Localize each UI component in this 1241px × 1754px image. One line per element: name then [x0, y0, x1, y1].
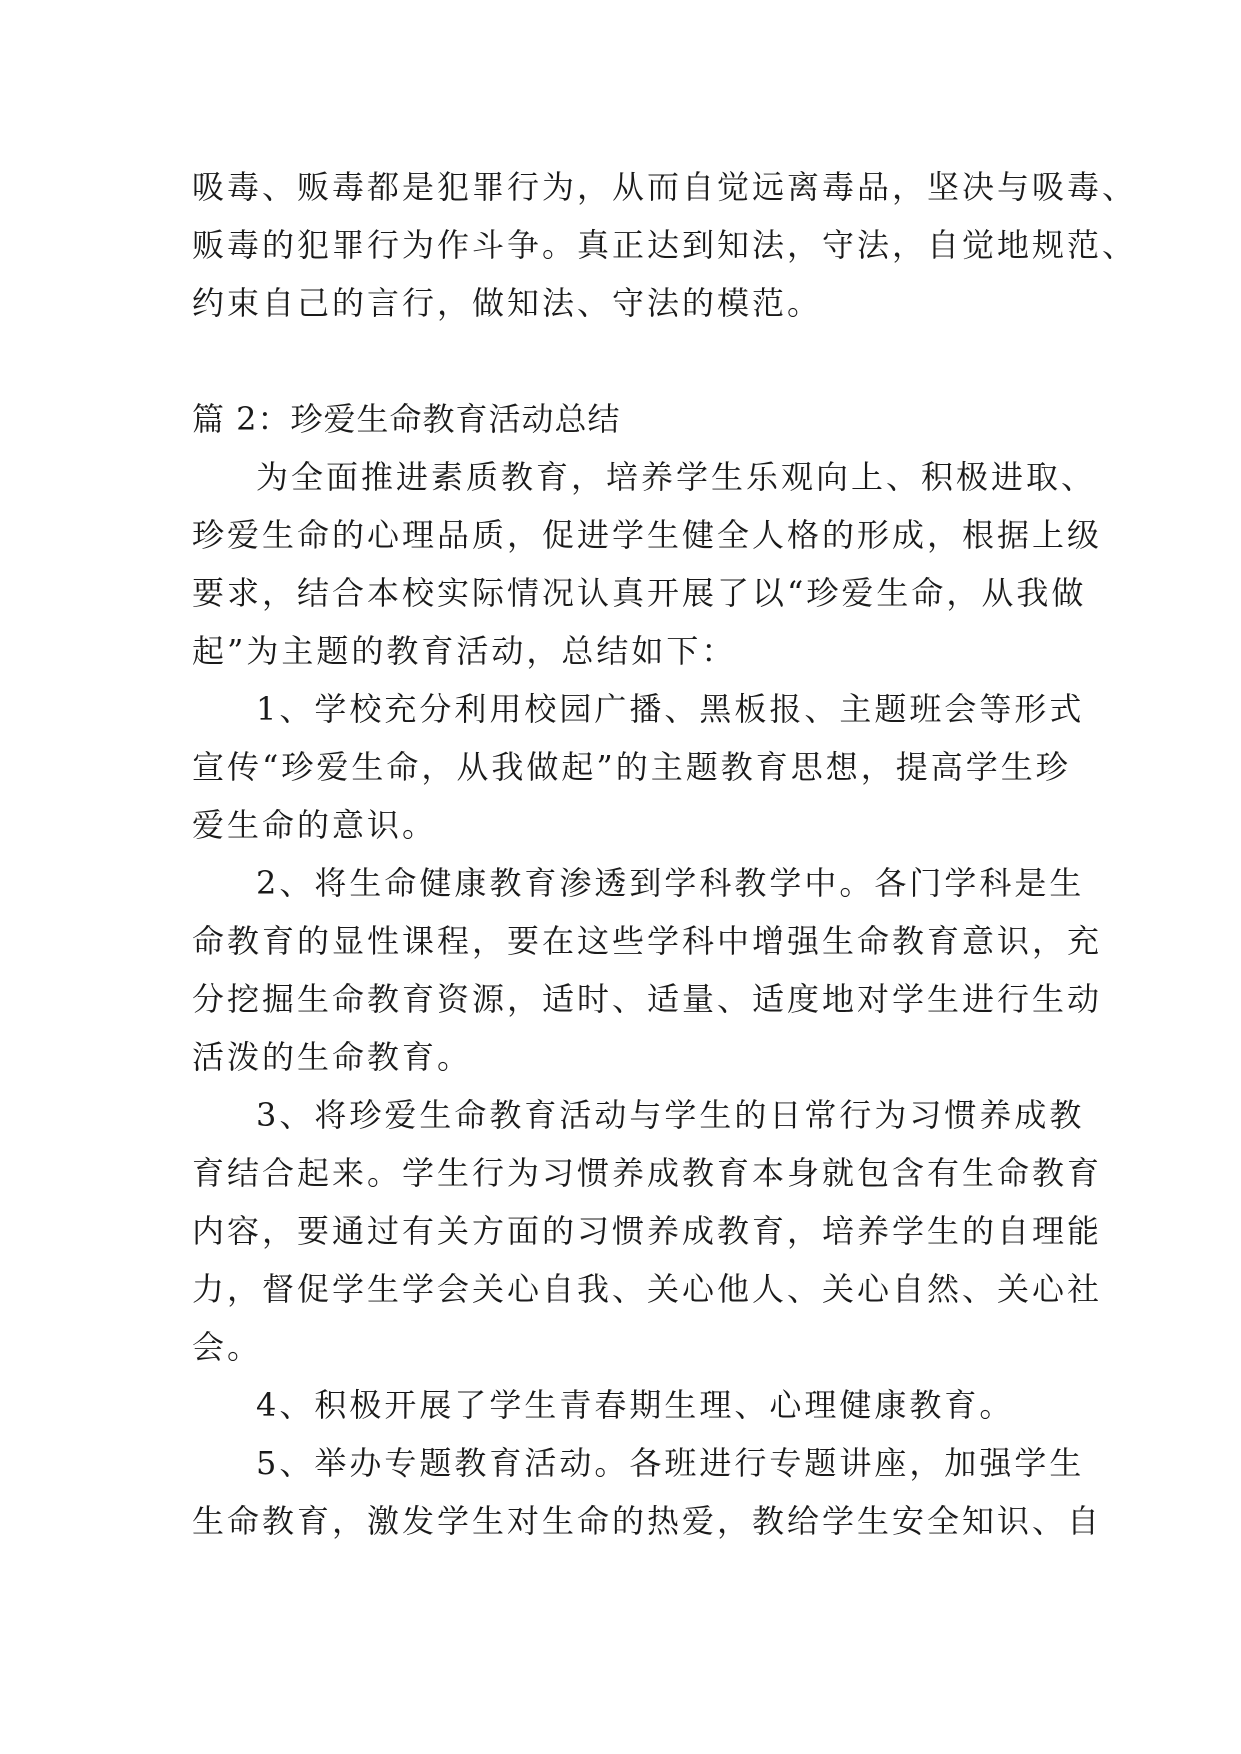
text-line: 为全面推进素质教育，培养学生乐观向上、积极进取、: [256, 458, 1097, 496]
text-line: 命教育的显性课程，要在这些学科中增强生命教育意识，充: [192, 922, 1103, 960]
text-line: 3、将珍爱生命教育活动与学生的日常行为习惯养成教: [256, 1096, 1085, 1134]
paragraph-item-5: [192, 1434, 1103, 1550]
text-line: 会。: [192, 1328, 263, 1366]
document-page: [192, 158, 1138, 1550]
text-line: 2、将生命健康教育渗透到学科教学中。各门学科是生: [256, 864, 1085, 902]
paragraph-item-4: [192, 1376, 1054, 1434]
text-line: 5、举办专题教育活动。各班进行专题讲座，加强学生: [256, 1444, 1085, 1482]
text-line: 育结合起来。学生行为习惯养成教育本身就包含有生命教育: [192, 1154, 1103, 1192]
section-gap: [192, 332, 1054, 390]
text-line: 分挖掘生命教育资源，适时、适量、适度地对学生进行生动: [192, 980, 1103, 1018]
paragraph-item-2: [192, 854, 1103, 1086]
text-line: 1、学校充分利用校园广播、黑板报、主题班会等形式: [256, 690, 1085, 728]
section-heading: 篇 2：珍爱生命教育活动总结: [192, 400, 621, 438]
text-line: 起”为主题的教育活动，总结如下：: [192, 632, 737, 670]
text-line: 吸毒、贩毒都是犯罪行为，从而自觉远离毒品，坚决与吸毒、: [192, 168, 1138, 206]
text-line: 4、积极开展了学生青春期生理、心理健康教育。: [256, 1386, 1015, 1424]
text-line: 宣传“珍爱生命，从我做起”的主题教育思想，提高学生珍: [192, 748, 1071, 786]
text-line: 爱生命的意识。: [192, 806, 438, 844]
text-line: 珍爱生命的心理品质，促进学生健全人格的形成，根据上级: [192, 516, 1103, 554]
text-line: 贩毒的犯罪行为作斗争。真正达到知法，守法，自觉地规范、: [192, 226, 1138, 264]
text-line: 活泼的生命教育。: [192, 1038, 473, 1076]
paragraph-intro: [192, 448, 1103, 680]
text-line: 力，督促学生学会关心自我、关心他人、关心自然、关心社: [192, 1270, 1103, 1308]
text-line: 约束自己的言行，做知法、守法的模范。: [192, 284, 823, 322]
text-line: 内容，要通过有关方面的习惯养成教育，培养学生的自理能: [192, 1212, 1103, 1250]
text-line: 要求，结合本校实际情况认真开展了以“珍爱生命，从我做: [192, 574, 1087, 612]
continuation-paragraph: [192, 158, 1138, 332]
paragraph-item-3: [192, 1086, 1103, 1376]
text-line: 生命教育，激发学生对生命的热爱，教给学生安全知识、自: [192, 1502, 1103, 1540]
paragraph-item-1: [192, 680, 1085, 854]
